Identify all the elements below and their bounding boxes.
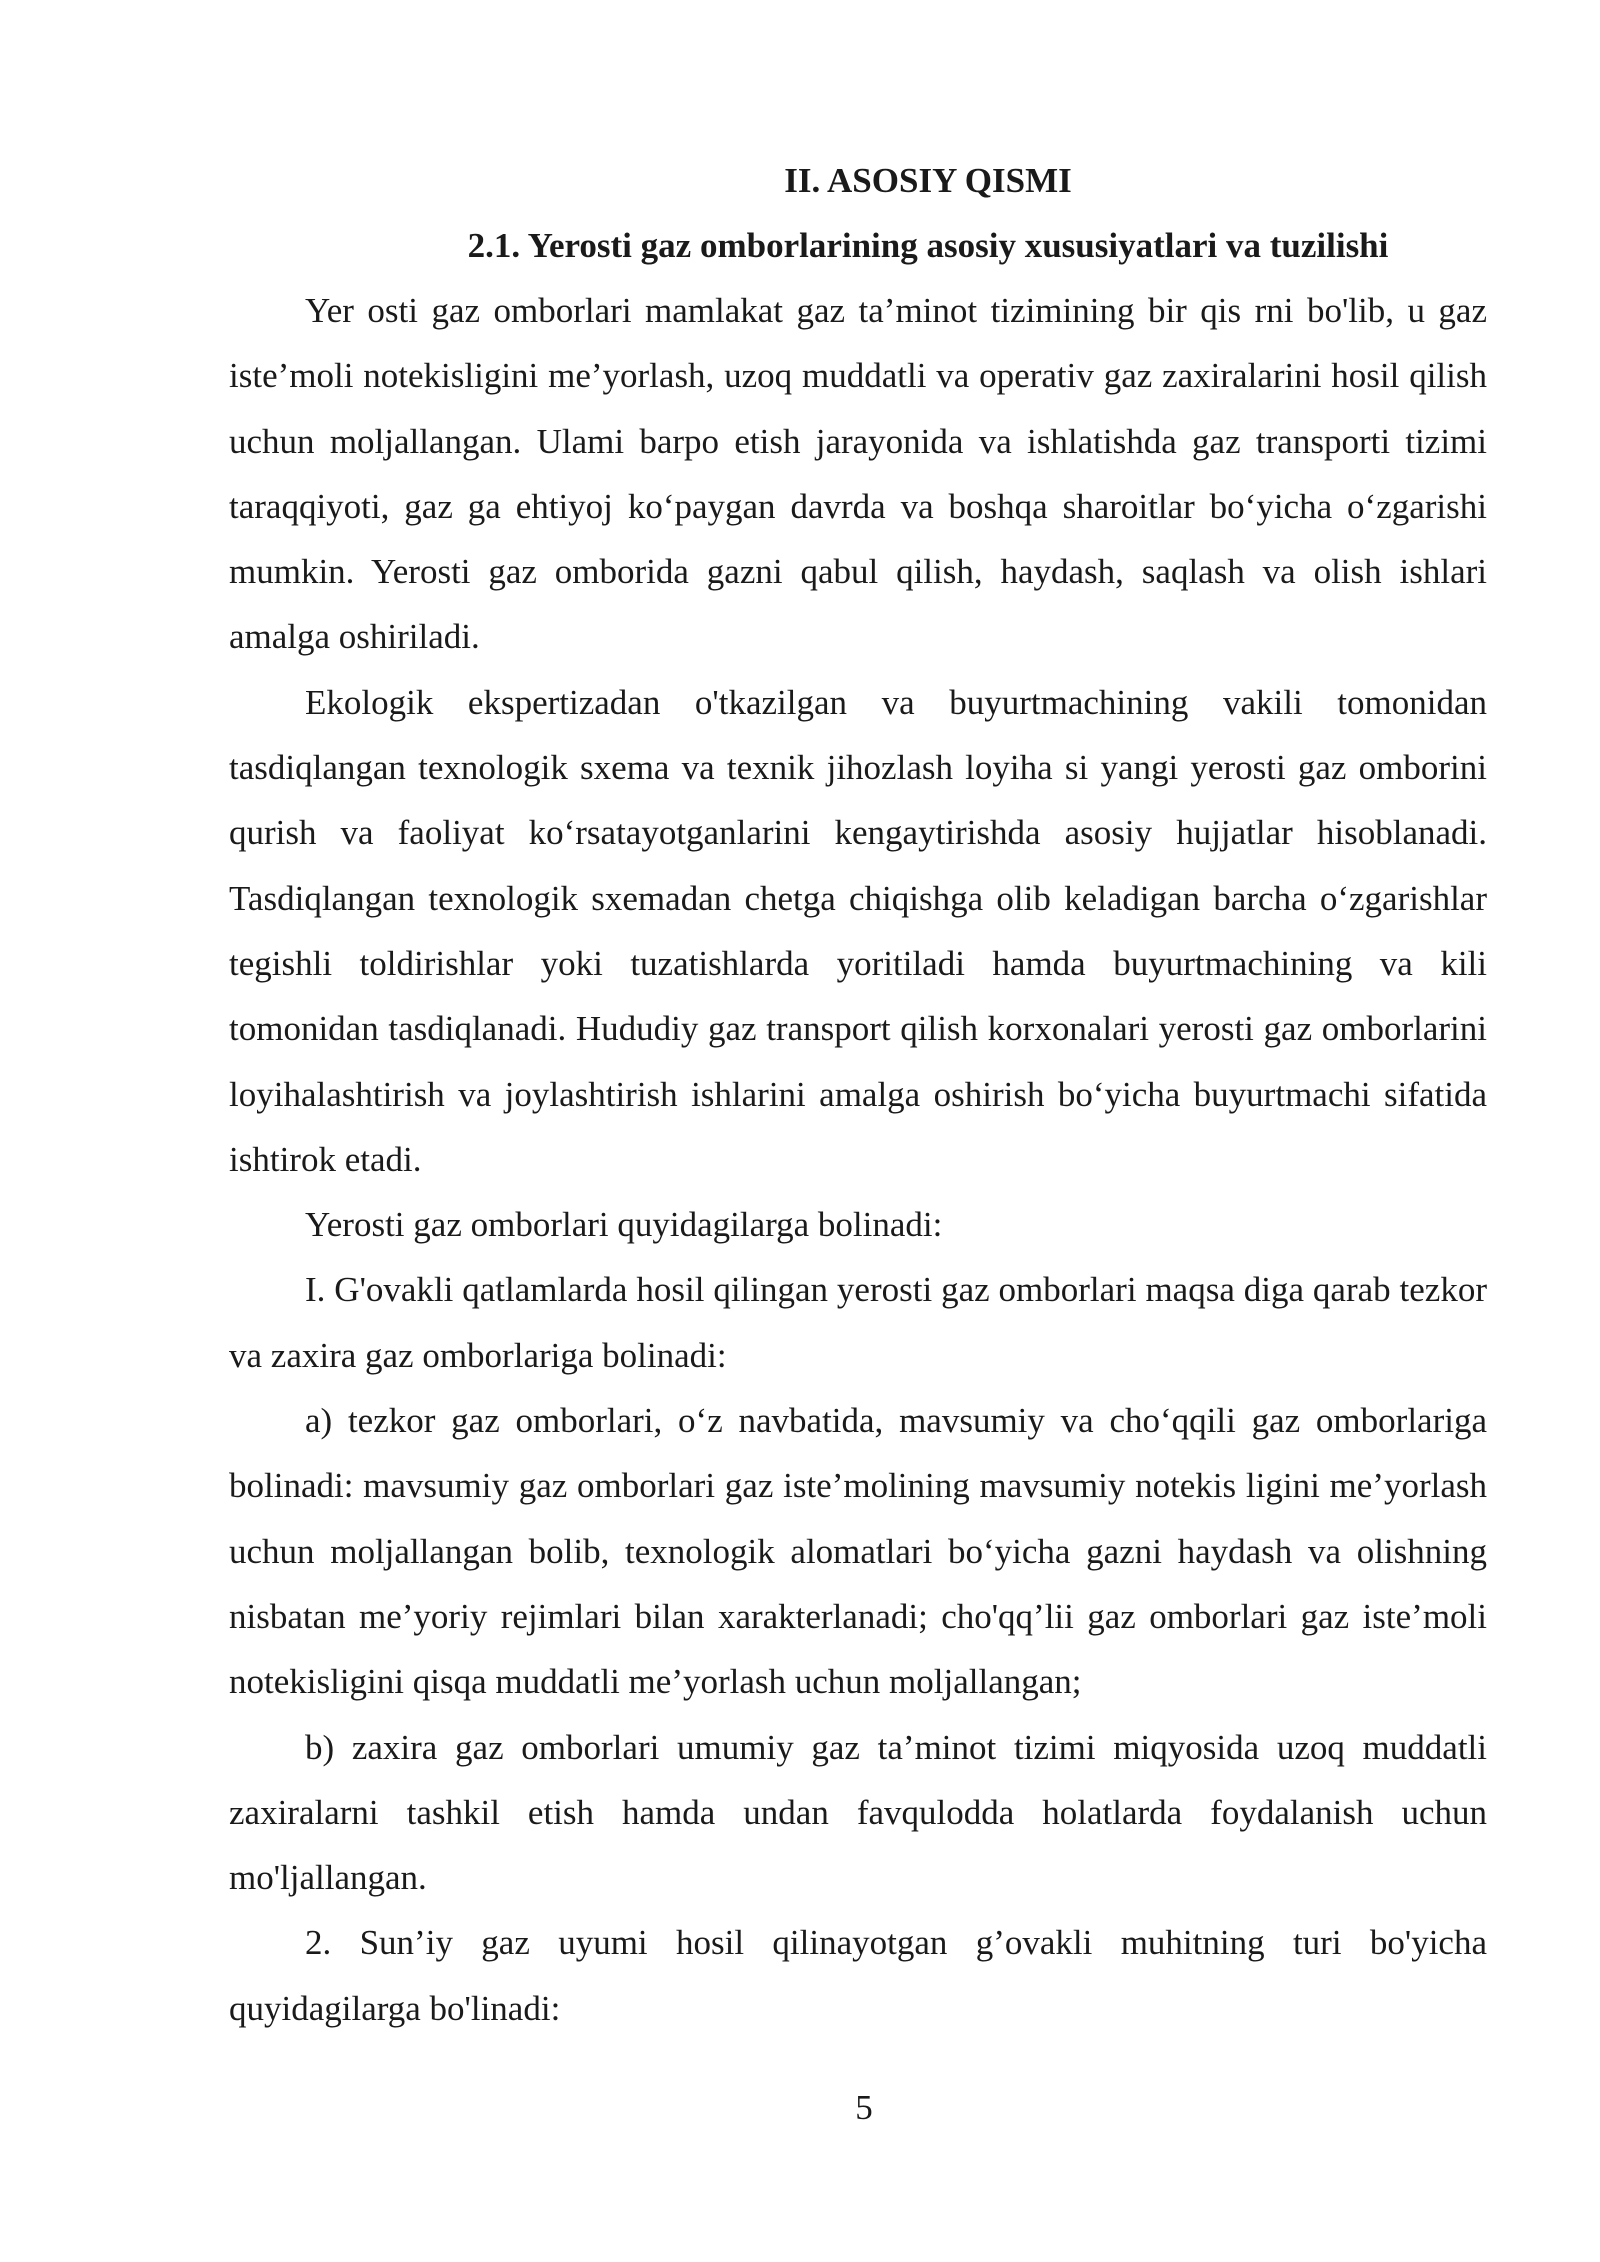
paragraph-classification-intro: Yerosti gaz omborlari quyidagilarga bolinadi: [305, 1205, 943, 1245]
paragraph-porous-layers: I. G'ovakli qatlamlarda hosil qilingan yerosti gaz omborlari maqsa diga qarab tezkor va zaxira gaz omborlariga bolinadi: [229, 1270, 1487, 1375]
paragraph-ecological-expertise: Ekologik ekspertizadan o'tkazilgan va buyurtmachining vakili tomonidan tasdiqlangan texnologik sxema va texnik jihozlash loyiha si yangi yerosti gaz omborini qurish va faoliyat ko‘rsatayotganlarini kengaytirishda asosiy hujjatlar hisoblanadi. Tasdiqlangan texnologik sxemadan chetga chiqishga olib keladigan barcha o‘zgarishlar tegishli toldirishlar yoki tuzatishlarda yoritiladi hamda buyurtmachining va kili tomonidan tasdiqlanadi. Hududiy gaz transport qilish korxonalari yerosti gaz omborlarini loyihalashtirish va joylashtirish ishlarini amalga oshirish bo‘yicha buyurtmachi sifatida ishtirok etadi. [229, 682, 1487, 1179]
paragraph-intro: Yer osti gaz omborlari mamlakat gaz ta’minot tizimining bir qis rni bo'lib, u gaz iste’moli notekisligini me’yorlash, uzoq muddatli va operativ gaz zaxiralarini hosil qilish uchun moljallangan. Ulami barpo etish jarayonida va ishlatishda gaz transporti tizimi taraqqiyoti, gaz ga ehtiyoj ko‘paygan davrda va boshqa sharoitlar bo‘yicha o‘zgarishi mumkin. Yerosti gaz omborida gazni qabul qilish, haydash, saqlash va olish ishlari amalga oshiriladi. [229, 291, 1487, 657]
paragraph-artificial-gas-deposit: 2. Sun’iy gaz uyumi hosil qilinayotgan g’ovakli muhitning turi bo'yicha quyidagilarga bo'linadi: [229, 1923, 1487, 2028]
page-number: 5 [855, 2088, 873, 2127]
page-content [229, 148, 1487, 2041]
paragraph-operational-storage: a) tezkor gaz omborlari, o‘z navbatida, mavsumiy va cho‘qqili gaz omborlariga bolinadi: mavsumiy gaz omborlari gaz iste’molining mavsumiy notekis ligini me’yorlash uchun moljallangan bolib, texnologik alomatlari bo‘yicha gazni haydash va olishning nisbatan me’yoriy rejimlari bilan xarakterlanadi; cho'qq’lii gaz omborlari gaz iste’moli notekisligini qisqa muddatli me’yorlash uchun moljallangan; [229, 1401, 1487, 1702]
paragraph-reserve-storage: b) zaxira gaz omborlari umumiy gaz ta’minot tizimi miqyosida uzoq muddatli zaxiralarni tashkil etish hamda undan favqulodda holatlarda foydalanish uchun mo'ljallangan. [229, 1727, 1487, 1898]
subsection-title: 2.1. Yerosti gaz omborlarining asosiy xususiyatlari va tuzilishi [467, 226, 1389, 265]
section-title: II. ASOSIY QISMI [784, 161, 1072, 200]
